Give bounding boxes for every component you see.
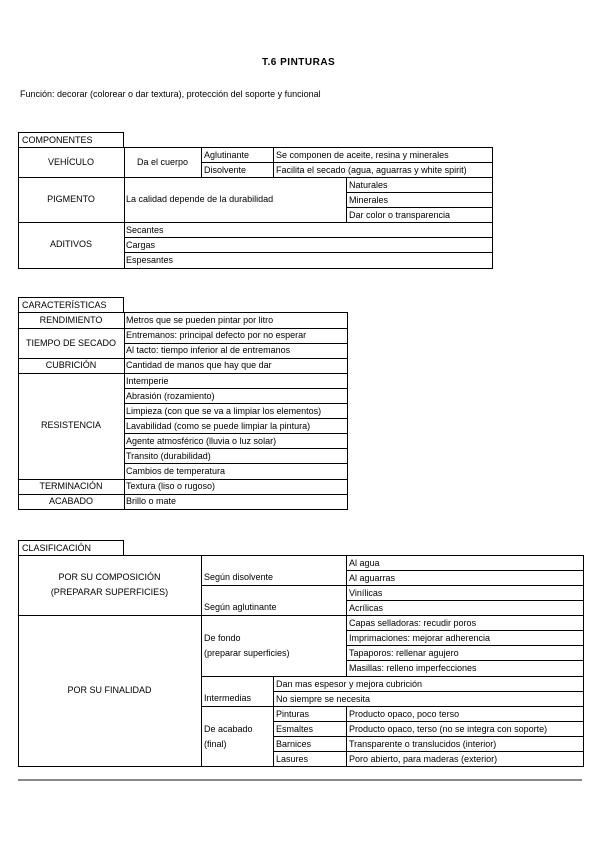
fondo-label: De fondo [204, 633, 241, 643]
terminacion-label: TERMINACIÓN [39, 481, 103, 491]
cubricion-desc: Cantidad de manos que hay que dar [126, 360, 272, 370]
vehiculo-item-desc: Facilita el secado (agua, aguarras y white spirit) [276, 165, 467, 175]
resistencia-item: Lavabilidad (como se puede limpiar la pintura) [126, 421, 311, 431]
acabado-label: ACABADO [48, 496, 93, 506]
composicion-label: POR SU COMPOSICIÓN [58, 572, 161, 582]
disolvente-item: Al agua [349, 558, 380, 568]
vehiculo-item-name: Disolvente [204, 165, 247, 175]
vehiculo-sub: Da el cuerpo [136, 157, 189, 167]
fondo-item: Imprimaciones: mejorar adherencia [349, 633, 491, 643]
final-acabado-label: De acabado [204, 724, 253, 734]
resistencia-item: Transito (durabilidad) [126, 451, 211, 461]
resistencia-item: Limpieza (con que se va a limpiar los elementos) [126, 406, 322, 416]
acabado-item-name: Pinturas [276, 709, 310, 719]
pigmento-sub: La calidad depende de la durabilidad [126, 194, 274, 204]
secado-item: Entremanos: principal defecto por no esperar [126, 330, 307, 340]
pigmento-item: Minerales [349, 195, 389, 205]
final-acabado-sublabel: (final) [204, 739, 227, 749]
acabado-item-desc: Producto opaco, poco terso [349, 709, 460, 719]
fondo-item: Tapaporos: rellenar agujero [349, 648, 459, 658]
disolvente-item: Al aguarras [349, 573, 396, 583]
vehiculo-item-name: Aglutinante [204, 150, 250, 160]
composicion-sublabel: (PREPARAR SUPERFICIES) [50, 587, 169, 597]
terminacion-desc: Textura (liso o rugoso) [126, 481, 216, 491]
secado-item: Al tacto: tiempo inferior al de entremanos [126, 345, 291, 355]
acabado-item-name: Lasures [276, 754, 309, 764]
intermedias-label: Intermedias [204, 693, 252, 703]
clasificacion-header: CLASIFICACIÓN [22, 543, 92, 553]
pigmento-item: Dar color o transparencia [349, 210, 451, 220]
resistencia-item: Agente atmosférico (lluvia o luz solar) [126, 436, 277, 446]
resistencia-item: Intemperie [126, 376, 169, 386]
cubricion-label: CUBRICIÓN [45, 360, 97, 370]
vehiculo-label: VEHÍCULO [47, 157, 94, 167]
secado-label: TIEMPO DE SECADO [25, 338, 116, 348]
acabado-item-name: Esmaltes [276, 724, 314, 734]
pigmento-item: Naturales [349, 180, 388, 190]
resistencia-item: Abrasión (rozamiento) [126, 391, 215, 401]
resistencia-label: RESISTENCIA [40, 420, 101, 430]
vehiculo-item-desc: Se componen de aceite, resina y minerales [276, 150, 449, 160]
aglutinante-item: Vinílicas [349, 588, 383, 598]
acabado-item-desc: Poro abierto, para maderas (exterior) [349, 754, 498, 764]
acabado-desc: Brillo o mate [126, 496, 177, 506]
fondo-item: Masillas: relleno imperfecciones [349, 663, 477, 673]
bottom-divider [18, 779, 582, 781]
acabado-item-desc: Transparente o translucidos (interior) [349, 739, 497, 749]
aglutinante-item: Acrílicas [349, 603, 384, 613]
caracteristicas-header: CARACTERÍSTICAS [22, 300, 107, 310]
pigmento-label: PIGMENTO [47, 194, 95, 204]
aditivos-label: ADITIVOS [49, 239, 92, 249]
aditivos-item: Secantes [126, 225, 164, 235]
intermedias-item: Dan mas espesor y mejora cubrición [276, 679, 423, 689]
acabado-item-name: Barnices [276, 739, 312, 749]
rendimiento-label: RENDIMIENTO [39, 315, 103, 325]
fondo-sublabel: (preparar superficies) [204, 648, 290, 658]
intro-text: Función: decorar (colorear o dar textura), protección del soporte y funcional [20, 89, 321, 99]
componentes-header: COMPONENTES [22, 135, 93, 145]
resistencia-item: Cambios de temperatura [126, 466, 226, 476]
intermedias-item: No siempre se necesita [276, 694, 371, 704]
aglutinante-label: Según aglutinante [204, 602, 277, 612]
aditivos-item: Espesantes [126, 255, 174, 265]
acabado-item-desc: Producto opaco, terso (no se integra con soporte) [349, 724, 548, 734]
aditivos-item: Cargas [126, 240, 156, 250]
rendimiento-desc: Metros que se pueden pintar por litro [126, 315, 274, 325]
fondo-item: Capas selladoras: recudir poros [349, 618, 477, 628]
disolvente-label: Según disolvente [204, 572, 274, 582]
page-title: T.6 PINTURAS [262, 57, 336, 68]
finalidad-label: POR SU FINALIDAD [67, 685, 152, 695]
